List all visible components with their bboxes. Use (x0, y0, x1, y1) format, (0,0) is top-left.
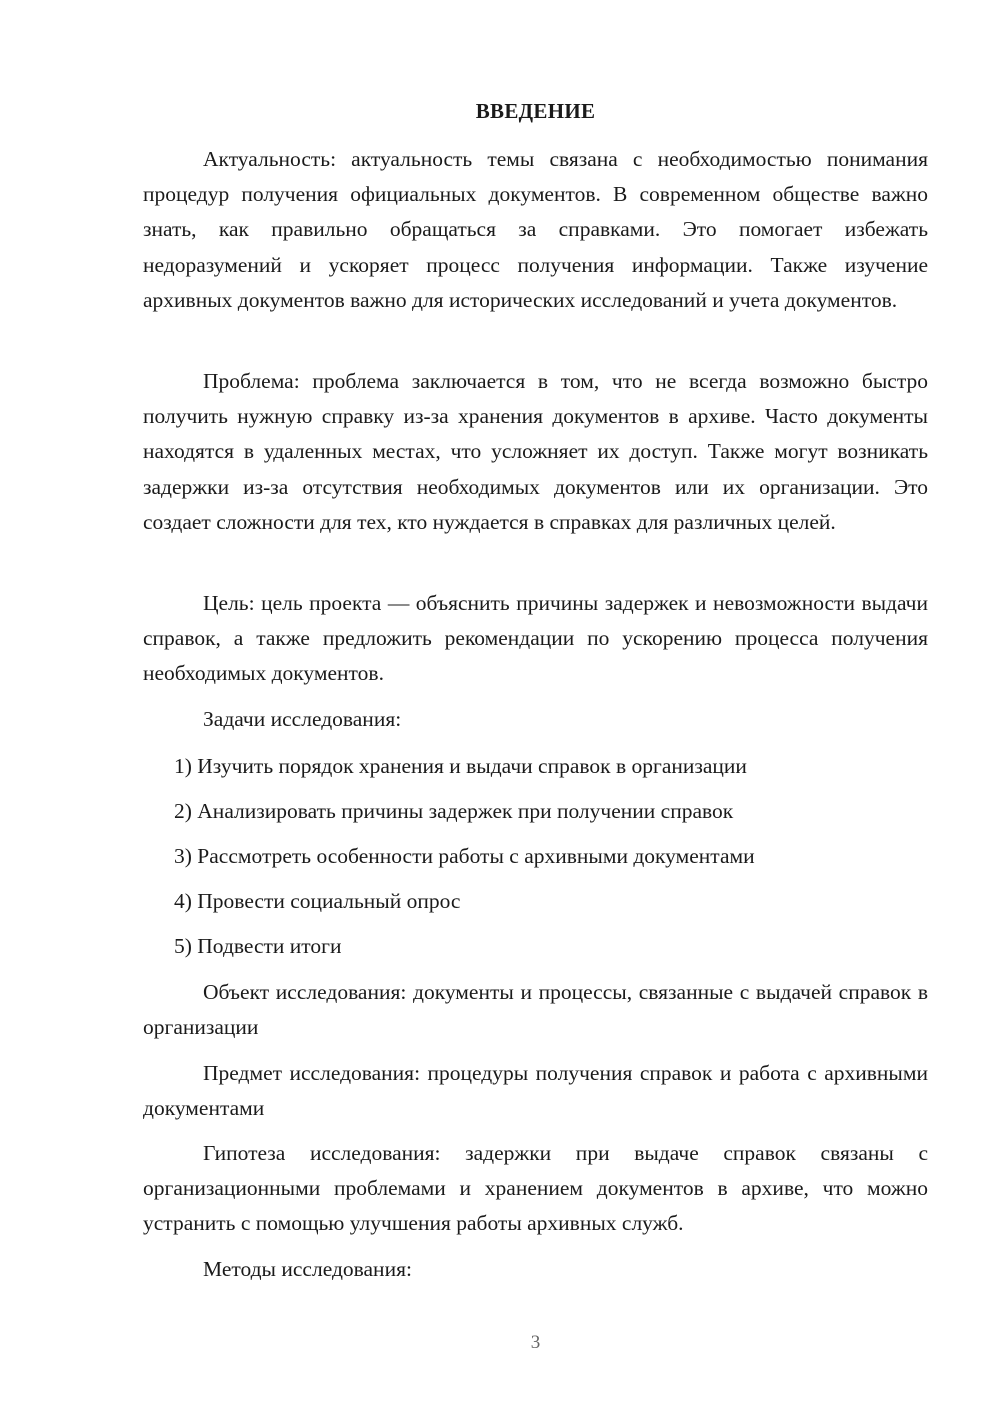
methods-heading: Методы исследования: (203, 1257, 412, 1281)
page-number: 3 (530, 1332, 541, 1353)
goal-paragraph: Цель: цель проекта — объяснить причины задержек и невозможности выдачи справок, а также предложить рекомендации по ускорению процесса получения необходимых документов. (143, 591, 928, 686)
document-page (143, 0, 928, 1414)
section-title: ВВЕДЕНИЕ (475, 99, 596, 123)
relevance-paragraph: Актуальность: актуальность темы связана с необходимостью понимания процедур получения официальных документов. В современном обществе важно знать, как правильно обращаться за справками. Это помогает избежать недоразумений и ускоряет процесс получения информации. Также изучение архивных документов важно для исторических исследований и учета документов. (143, 147, 928, 312)
problem-paragraph: Проблема: проблема заключается в том, что не всегда возможно быстро получить нужную справку из-за хранения документов в архиве. Часто документы находятся в удаленных местах, что усложняет их доступ. Также могут возникать задержки из-за отсутствия необходимых документов или их организации. Это создает сложности для тех, кто нуждается в справках для различных целей. (143, 369, 928, 534)
subject-paragraph: Предмет исследования: процедуры получения справок и работа с архивными документами (143, 1061, 928, 1121)
list-item: 2) Анализировать причины задержек при получении справок (174, 799, 734, 823)
list-item: 5) Подвести итоги (174, 934, 342, 958)
list-item: 1) Изучить порядок хранения и выдачи справок в организации (174, 754, 747, 778)
tasks-heading: Задачи исследования: (203, 707, 402, 731)
list-item: 4) Провести социальный опрос (174, 889, 461, 913)
hypothesis-paragraph: Гипотеза исследования: задержки при выдаче справок связаны с организационными проблемами и хранением документов в архиве, что можно устранить с помощью улучшения работы архивных служб. (143, 1141, 928, 1236)
list-item: 3) Рассмотреть особенности работы с архивными документами (174, 844, 755, 868)
object-paragraph: Объект исследования: документы и процессы, связанные с выдачей справок в организации (143, 980, 928, 1040)
